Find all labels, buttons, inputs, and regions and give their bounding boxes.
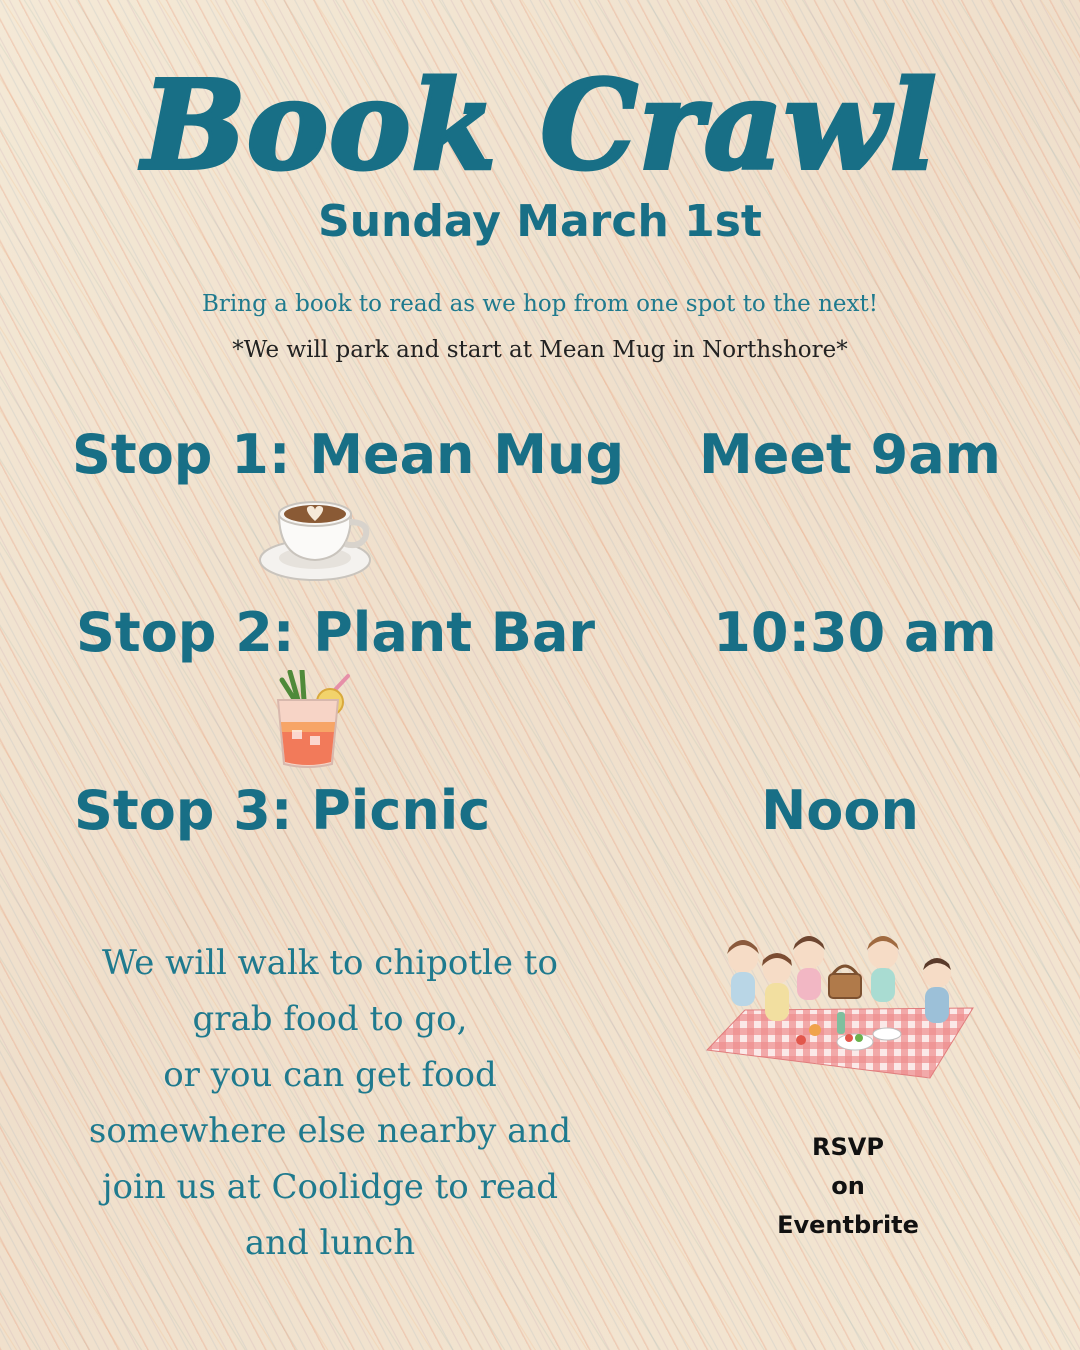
details-line: We will walk to chipotle to xyxy=(102,943,558,983)
rsvp-line: on xyxy=(831,1172,865,1200)
rsvp-line: Eventbrite xyxy=(777,1211,919,1239)
stop-2-label: Stop 2: Plant Bar xyxy=(76,601,596,664)
details-line: or you can get food xyxy=(163,1055,497,1095)
event-date: Sunday March 1st xyxy=(318,196,762,247)
picnic-illustration xyxy=(705,930,975,1080)
stop-1-time: Meet 9am xyxy=(699,423,1001,486)
stop-3-label: Stop 3: Picnic xyxy=(74,779,491,842)
coffee-cup-icon xyxy=(255,492,375,584)
details-line: join us at Coolidge to read xyxy=(102,1167,558,1207)
details-line: and lunch xyxy=(244,1223,416,1263)
rsvp-text xyxy=(748,1128,948,1245)
stop-2-time: 10:30 am xyxy=(713,601,997,664)
parking-note: *We will park and start at Mean Mug in Northshore* xyxy=(232,337,848,363)
cocktail-icon xyxy=(268,670,358,772)
rsvp-line: RSVP xyxy=(812,1133,884,1161)
event-title: Book Crawl xyxy=(142,53,938,197)
details-line: somewhere else nearby and xyxy=(88,1111,572,1151)
lunch-details xyxy=(70,935,590,1271)
intro-text: Bring a book to read as we hop from one spot to the next! xyxy=(202,291,878,317)
stop-1-label: Stop 1: Mean Mug xyxy=(72,423,625,486)
details-line: grab food to go, xyxy=(192,999,468,1039)
stop-3-time: Noon xyxy=(761,779,919,842)
